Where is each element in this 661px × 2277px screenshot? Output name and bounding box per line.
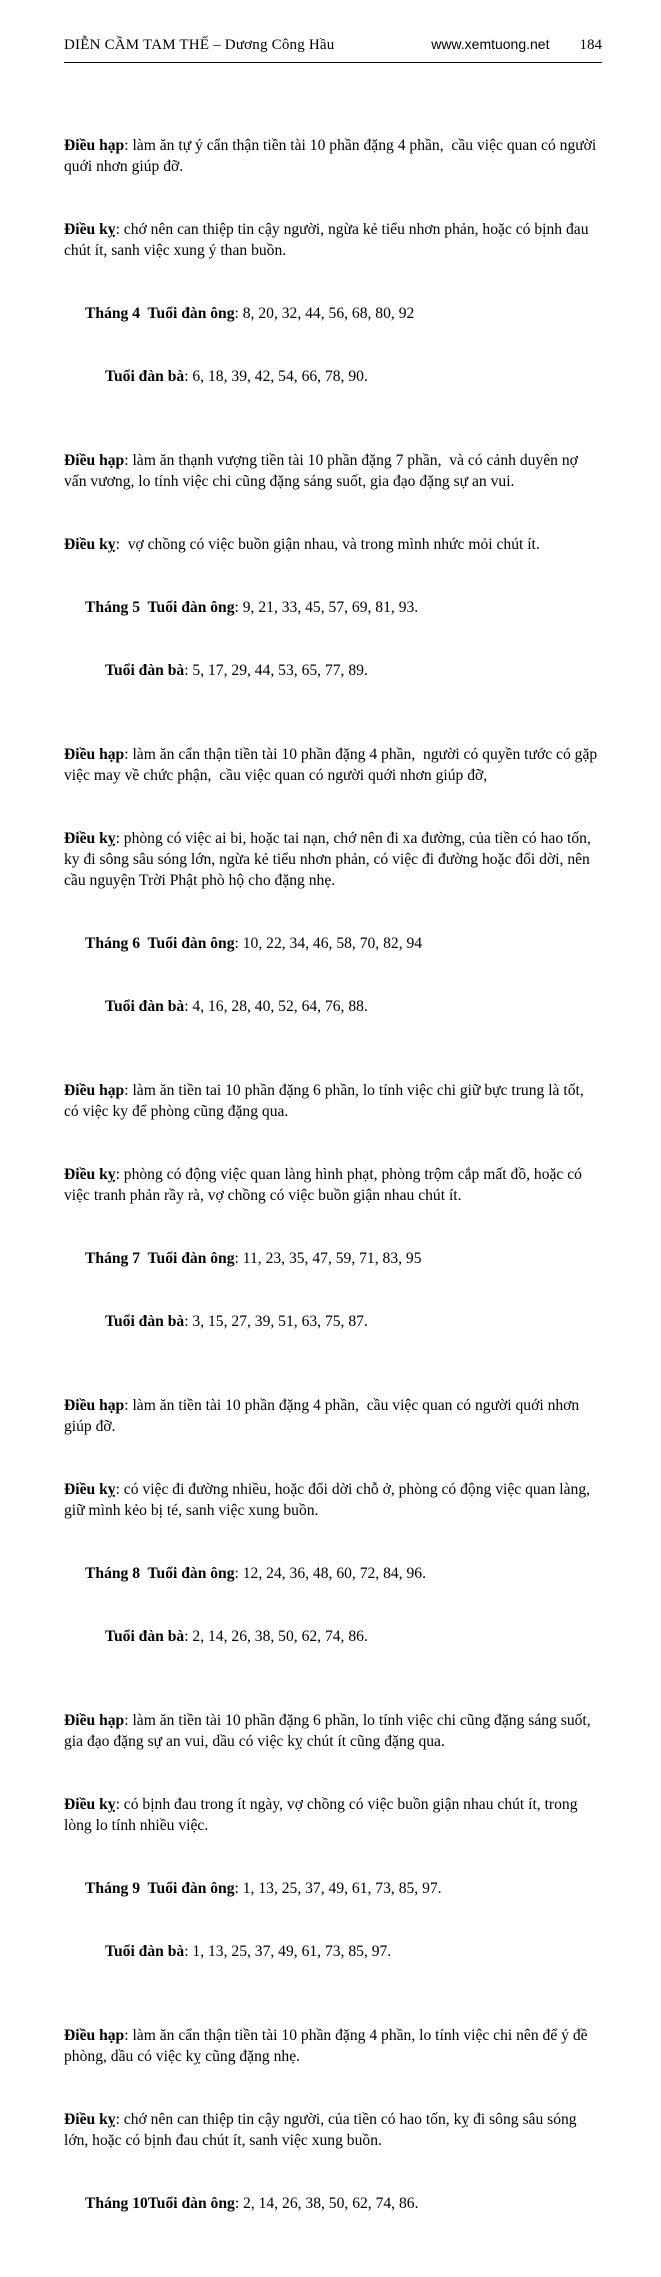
month-line xyxy=(64,1248,602,1269)
entry-label: Điều kỵ xyxy=(64,1796,116,1813)
entry-label: Điều hạp xyxy=(64,452,125,469)
female-numbers: : 1, 13, 25, 37, 49, 61, 73, 85, 97. xyxy=(184,1943,392,1960)
entry-dieu-ky xyxy=(64,1164,602,1206)
female-age-line xyxy=(64,1311,602,1332)
female-numbers: : 2, 14, 26, 38, 50, 62, 74, 86. xyxy=(184,1628,368,1645)
entry-text: : làm ăn thạnh vượng tiền tài 10 phần đặng 7 phần, và có cảnh duyên nợ vấn vương, lo tính việc chi cũng đặng sáng suốt, gia đạo đặng sự an vui. xyxy=(64,452,582,490)
entry-dieu-hap xyxy=(64,450,602,492)
month-numbers: : 9, 21, 33, 45, 57, 69, 81, 93. xyxy=(234,599,419,616)
month-label: Tháng 4 Tuổi đàn ông xyxy=(85,305,235,322)
female-age-line xyxy=(64,1626,602,1647)
entry-dieu-hap xyxy=(64,2025,602,2067)
month-line xyxy=(64,597,602,618)
female-numbers: : 3, 15, 27, 39, 51, 63, 75, 87. xyxy=(184,1313,368,1330)
entry-label: Điều kỵ xyxy=(64,1166,116,1183)
month-numbers: : 1, 13, 25, 37, 49, 61, 73, 85, 97. xyxy=(234,1880,442,1897)
month-label: Tháng 6 Tuổi đàn ông xyxy=(85,935,235,952)
female-label: Tuổi đàn bà xyxy=(105,662,185,679)
entry-text: : có bịnh đau trong ít ngày, vợ chồng có việc buồn giận nhau chút ít, trong lòng lo tính nhiều việc. xyxy=(64,1796,582,1834)
entry-text: : làm ăn tự ý cẩn thận tiền tài 10 phần đặng 4 phần, cầu việc quan có người quới nhơn giúp đỡ. xyxy=(64,137,601,175)
entry-dieu-hap xyxy=(64,1080,602,1122)
female-label: Tuổi đàn bà xyxy=(105,1628,185,1645)
month-numbers: : 2, 14, 26, 38, 50, 62, 74, 86. xyxy=(234,2195,419,2212)
entry-text: : vợ chồng có việc buồn giận nhau, và trong mình nhức mỏi chút ít. xyxy=(115,536,540,553)
month-numbers: : 11, 23, 35, 47, 59, 71, 83, 95 xyxy=(234,1250,422,1267)
month-label: Tháng 10Tuổi đàn ông xyxy=(85,2195,235,2212)
month-label: Tháng 7 Tuổi đàn ông xyxy=(85,1250,235,1267)
female-label: Tuổi đàn bà xyxy=(105,368,185,385)
month-line xyxy=(64,1563,602,1584)
female-age-line xyxy=(64,1941,602,1962)
header-divider xyxy=(64,62,602,63)
entry-dieu-hap xyxy=(64,1395,602,1437)
entry-label: Điều hạp xyxy=(64,2027,125,2044)
entry-dieu-hap xyxy=(64,1710,602,1752)
entry-text: : làm ăn tiền tài 10 phần đặng 6 phần, lo tính việc chi cũng đặng sáng suốt, gia đạo đặng sự an vui, dầu có việc kỵ chút ít cũng đặng qua. xyxy=(64,1712,595,1750)
month-label: Tháng 8 Tuổi đàn ông xyxy=(85,1565,235,1582)
female-numbers: : 4, 16, 28, 40, 52, 64, 76, 88. xyxy=(184,998,368,1015)
website-url: www.xemtuong.net xyxy=(431,36,550,52)
entry-label: Điều kỵ xyxy=(64,2111,116,2128)
entry-dieu-hap xyxy=(64,744,602,786)
month-line xyxy=(64,933,602,954)
month-line xyxy=(64,303,602,324)
entry-label: Điều hạp xyxy=(64,746,125,763)
female-age-line xyxy=(64,996,602,1017)
month-line xyxy=(64,2193,602,2214)
document-body xyxy=(64,72,602,2277)
month-line xyxy=(64,1878,602,1899)
book-title: DIỄN CẦM TAM THẾ – Dương Công Hầu xyxy=(64,37,335,53)
entry-text: : chớ nên can thiệp tin cậy người, ngừa kẻ tiểu nhơn phản, hoặc có bịnh đau chút ít, sanh việc xung ý than buồn. xyxy=(64,221,593,259)
entry-dieu-ky xyxy=(64,1794,602,1836)
female-age-line xyxy=(64,660,602,681)
entry-label: Điều hạp xyxy=(64,1712,125,1729)
entry-text: : làm ăn tiền tai 10 phần đặng 6 phần, lo tính việc chi giữ bực trung là tốt, có việc ky để phòng cũng đặng qua. xyxy=(64,1082,588,1120)
entry-dieu-ky xyxy=(64,534,602,555)
entry-dieu-hap xyxy=(64,135,602,177)
entry-dieu-ky xyxy=(64,2109,602,2151)
page-number: 184 xyxy=(579,37,602,53)
entry-label: Điều kỵ xyxy=(64,1481,116,1498)
female-age-line xyxy=(64,366,602,387)
month-numbers: : 8, 20, 32, 44, 56, 68, 80, 92 xyxy=(234,305,415,322)
entry-label: Điều hạp xyxy=(64,137,125,154)
female-label: Tuổi đàn bà xyxy=(105,998,185,1015)
entry-label: Điều hạp xyxy=(64,1082,125,1099)
female-label: Tuổi đàn bà xyxy=(105,1943,185,1960)
female-numbers: : 5, 17, 29, 44, 53, 65, 77, 89. xyxy=(184,662,368,679)
entry-dieu-ky xyxy=(64,219,602,261)
entry-dieu-ky xyxy=(64,1479,602,1521)
entry-text: : có việc đi đường nhiều, hoặc đổi dời chỗ ở, phòng có động việc quan làng, giữ mình kẻo bị té, sanh việc xung buồn. xyxy=(64,1481,594,1519)
entry-text: : phòng có việc ai bi, hoặc tai nạn, chớ nên đi xa đường, của tiền có hao tốn, ky đi sông sâu sóng lớn, ngừa kẻ tiểu nhơn phản, có việc đi đường hoặc đổi dời, nên cầu nguyện Trời Phật phò hộ cho đặng nhẹ. xyxy=(64,830,595,889)
month-numbers: : 12, 24, 36, 48, 60, 72, 84, 96. xyxy=(234,1565,426,1582)
entry-text: : chớ nên can thiệp tin cậy người, của tiền có hao tốn, kỵ đi sông sâu sóng lớn, hoặc có bịnh đau chút ít, sanh việc xung buồn. xyxy=(64,2111,581,2149)
month-label: Tháng 9 Tuổi đàn ông xyxy=(85,1880,235,1897)
entry-dieu-ky xyxy=(64,828,602,891)
entry-label: Điều kỵ xyxy=(64,221,116,238)
page-header xyxy=(64,36,602,54)
entry-text: : làm ăn cẩn thận tiền tài 10 phần đặng 4 phần, người có quyền tước có gặp việc may về chức phận, cầu việc quan có người quới nhơn giúp đỡ, xyxy=(64,746,602,784)
female-numbers: : 6, 18, 39, 42, 54, 66, 78, 90. xyxy=(184,368,368,385)
entry-text: : phòng có động việc quan làng hình phạt, phòng trộm cắp mất đồ, hoặc có việc tranh phản rầy rà, vợ chồng có việc buồn giận nhau chút ít. xyxy=(64,1166,586,1204)
month-label: Tháng 5 Tuổi đàn ông xyxy=(85,599,235,616)
female-label: Tuổi đàn bà xyxy=(105,1313,185,1330)
month-numbers: : 10, 22, 34, 46, 58, 70, 82, 94 xyxy=(234,935,423,952)
entry-label: Điều kỵ xyxy=(64,536,116,553)
entry-text: : làm ăn cẩn thận tiền tài 10 phần đặng 4 phần, lo tính việc chi nên để ý đề phòng, dầu có việc kỵ cũng đặng nhẹ. xyxy=(64,2027,592,2065)
entry-text: : làm ăn tiền tài 10 phần đặng 4 phần, cầu việc quan có người quới nhơn giúp đỡ. xyxy=(64,1397,584,1435)
entry-label: Điều kỵ xyxy=(64,830,116,847)
entry-label: Điều hạp xyxy=(64,1397,125,1414)
